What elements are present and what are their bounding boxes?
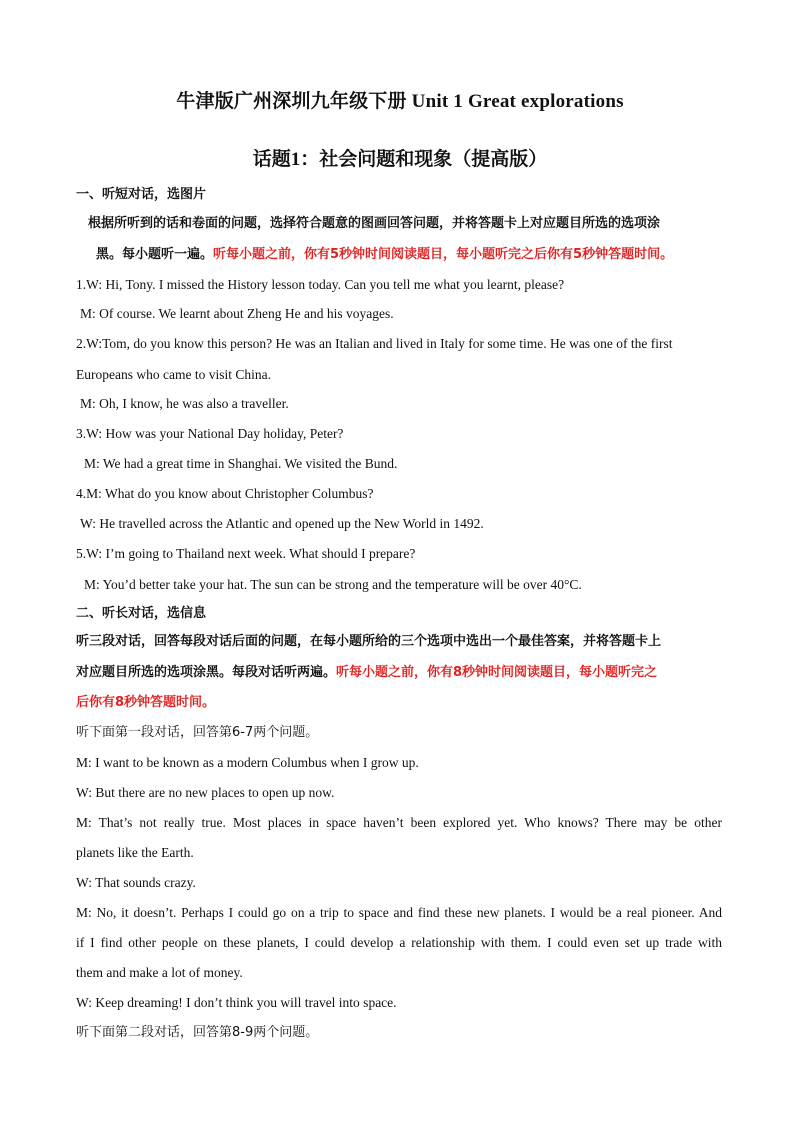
- dialog2-intro: 听下面第二段对话，回答第8-9两个问题。: [76, 1025, 319, 1040]
- section2-instruction-line1: 听三段对话，回答每段对话后面的问题，在每小题所给的三个选项中选出一个最佳答案，并将答题卡上: [76, 634, 662, 649]
- section1-instruction-black: 黑。每小题听一遍。: [96, 247, 214, 262]
- q5-line-w: 5.W: I’m going to Thailand next week. What should I prepare?: [76, 546, 416, 561]
- q3-line-w: 3.W: How was your National Day holiday, Peter?: [76, 426, 344, 441]
- dialog1-intro: 听下面第一段对话，回答第6-7两个问题。: [76, 725, 319, 740]
- document-subtitle: 话题1：社会问题和现象（提高版）: [252, 149, 548, 170]
- section1-heading: 一、听短对话，选图片: [76, 187, 207, 202]
- section1-instruction-line2: [96, 246, 673, 264]
- section2-heading: 二、听长对话，选信息: [76, 606, 207, 621]
- q4-line-m: 4.M: What do you know about Christopher Columbus?: [76, 486, 374, 501]
- dialog1-line: W: That sounds crazy.: [76, 875, 196, 890]
- section1-instruction-red: 听每小题之前，你有5秒钟时间阅读题目，每小题听完之后你有5秒钟答题时间。: [213, 247, 674, 262]
- section2-instruction-red: 听每小题之前，你有8秒钟时间阅读题目，每小题听完之: [336, 665, 658, 680]
- dialog1-line: W: But there are no new places to open up now.: [76, 785, 335, 800]
- dialog1-line: if I find other people on these planets, I could develop a relationship with them. I could even set up trade with: [76, 935, 722, 950]
- section2-instruction-line2: [76, 664, 657, 682]
- q1-line-m: M: Of course. We learnt about Zheng He and his voyages.: [80, 306, 394, 321]
- dialog1-line: M: That’s not really true. Most places in space haven’t been explored yet. Who knows? There may be other: [76, 815, 722, 830]
- document-title: 牛津版广州深圳九年级下册 Unit 1 Great explorations: [176, 91, 624, 112]
- dialog1-line: planets like the Earth.: [76, 845, 194, 860]
- q2-line-w: 2.W:Tom, do you know this person? He was an Italian and lived in Italy for some time. He was one of the first: [76, 336, 673, 351]
- q1-line-w: 1.W: Hi, Tony. I missed the History lesson today. Can you tell me what you learnt, please?: [76, 277, 565, 292]
- q2-line-m: M: Oh, I know, he was also a traveller.: [80, 396, 289, 411]
- dialog1-line: M: No, it doesn’t. Perhaps I could go on a trip to space and find these new planets. I would be a real pioneer. And: [76, 905, 722, 920]
- dialog1-line: M: I want to be known as a modern Columbus when I grow up.: [76, 755, 419, 770]
- q3-line-m: M: We had a great time in Shanghai. We visited the Bund.: [84, 456, 398, 471]
- q2-line-w-cont: Europeans who came to visit China.: [76, 367, 271, 382]
- section2-instruction-line3: 后你有8秒钟答题时间。: [76, 695, 216, 710]
- dialog1-line: W: Keep dreaming! I don’t think you will travel into space.: [76, 995, 397, 1010]
- section2-instruction-black: 对应题目所选的选项涂黑。每段对话听两遍。: [76, 665, 337, 680]
- dialog1-line: them and make a lot of money.: [76, 965, 243, 980]
- section1-instruction-line1: 根据所听到的话和卷面的问题，选择符合题意的图画回答问题，并将答题卡上对应题目所选的选项涂: [88, 216, 661, 231]
- q4-line-w: W: He travelled across the Atlantic and opened up the New World in 1492.: [80, 516, 484, 531]
- q5-line-m: M: You’d better take your hat. The sun can be strong and the temperature will be over 40°C.: [84, 577, 582, 592]
